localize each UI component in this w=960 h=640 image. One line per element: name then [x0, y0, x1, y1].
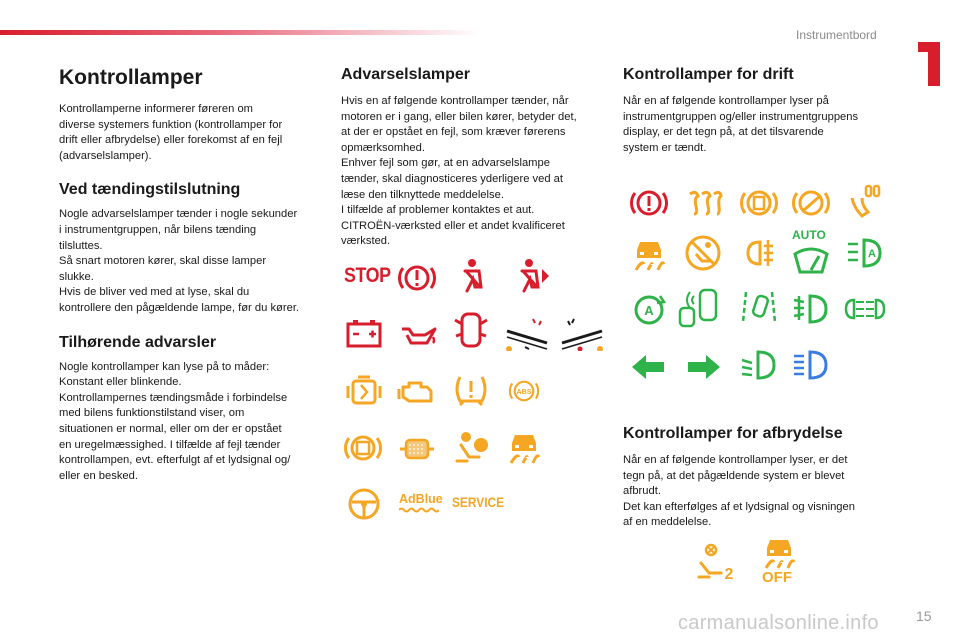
auto-wiper-icon [792, 242, 830, 280]
drive-heading: Kontrollamper for drift [623, 66, 794, 83]
related-text: Nogle kontrollamper kan lyse på to måder: Konstant eller blinkende. Kontrollampernes tændingsmåde i forbindelse med bilens funktionstilstand viser, om situationen er normal, eller om der er opstået en uregelmæssighed. I tilfælde af fejl tænder kontrollampen, evt. efterfulgt af et lydsignal og/ eller en besked. [59, 360, 291, 482]
column-drive [623, 66, 893, 156]
coolant-wiper-left-icon [503, 313, 555, 351]
front-foglamp-icon [792, 290, 830, 328]
passenger-airbag-deactivated-icon [697, 543, 737, 583]
passenger-seatbelt-icon [512, 257, 550, 295]
brake-pad-wear-icon [344, 429, 382, 467]
oil-pressure-icon [399, 315, 437, 353]
esc-off-label: OFF [762, 569, 792, 586]
sidelamps-icon [842, 290, 888, 328]
glow-plug-icon [345, 373, 383, 411]
right-indicator-icon [684, 348, 722, 386]
blind-spot-icon [676, 286, 722, 330]
foot-on-brake-icon [846, 182, 884, 220]
auto-braking-icon [792, 184, 830, 222]
stop-icon: STOP [344, 264, 391, 287]
tyre-pressure-icon [452, 371, 490, 409]
service-icon: SERVICE [452, 494, 505, 510]
off-text: Når en af følgende kontrollamper lyser, er det tegn på, at det pågældende system er blevet afbrudt. Det kan efterfølges af et lydsignal og visningen af en meddelelse. [623, 454, 855, 529]
ignition-heading: Ved tændingstilslutning [59, 181, 241, 199]
adblue-icon: AdBlue [399, 492, 443, 506]
page-number: 15 [916, 608, 932, 624]
power-steering-icon [345, 485, 383, 523]
engine-check-icon [397, 373, 435, 411]
particle-filter-icon [398, 431, 436, 469]
ignition-text: Nogle advarselslamper tænder i nogle sekunder i instrumentgruppen, når bilens tænding tilsluttes. Så snart motoren kører, skal disse lamper slukke. Hvis de bliver ved med at lyse, skal du kontrollere den pågældende lampe, før du kører. [59, 208, 300, 314]
auto-headlamp-label: A [868, 248, 876, 260]
preheating-icon [686, 184, 724, 222]
column-off [623, 425, 893, 531]
abs-icon-label: ABS [516, 387, 532, 396]
stop-start-label: A [644, 303, 654, 318]
door-open-icon [452, 311, 490, 349]
adblue-wave-icon [399, 507, 439, 513]
airbag-deactivated-label: 2 [724, 566, 734, 583]
battery-icon [345, 315, 383, 353]
stop-start-icon [630, 290, 668, 328]
main-title: Kontrollamper [59, 66, 203, 89]
column-warning [341, 66, 603, 250]
main-beam-icon [792, 346, 830, 384]
coolant-wiper-right-icon [558, 313, 606, 351]
auto-headlamp-icon [846, 234, 884, 272]
esc-off-icon [760, 532, 798, 570]
watermark: carmanualsonline.info [678, 612, 879, 634]
brake-warning-icon [398, 259, 436, 297]
section-name: Instrumentbord [796, 28, 877, 42]
left-indicator-icon [630, 348, 668, 386]
header-accent-bar [0, 30, 480, 35]
dipped-beam-icon [740, 346, 778, 384]
passenger-airbag-off-icon [684, 234, 722, 272]
warning-heading: Advarselslamper [341, 66, 470, 83]
rear-foglamp-icon [740, 234, 778, 272]
airbag-icon [453, 429, 491, 467]
warning-text: Hvis en af følgende kontrollamper tænder, når motoren er i gang, eller bilen kører, betyder det, at der er opstået en fejl, som kræver førerens opmærksomhed. Enhver fejl som gør, at en advarselslampe tænder, skal diagnosticeres yderligere ved at læse den tilknyttede meddelelse. I tilfælde af problemer kontaktes et aut. CITROËN-værksted eller et andet kvalificeret værksted. [341, 95, 577, 248]
drive-text: Når en af følgende kontrollamper lyser på instrumentgruppen og/eller instrumentgruppens display, er det tegn på, at det tilsvarende system er tændt. [623, 95, 859, 154]
esc-active-icon [630, 234, 668, 272]
intro-text: Kontrollamperne informerer føreren om diverse systemers funktion (kontrollamper for drift eller afbrydelse) eller forekomst af en fejl (advarselslamper). [59, 103, 283, 162]
lane-departure-icon [740, 288, 778, 326]
seatbelt-icon [453, 257, 491, 295]
column-intro [59, 66, 321, 484]
auto-wiper-label: AUTO [792, 228, 826, 242]
parking-brake-icon [630, 184, 668, 222]
stability-control-icon [505, 427, 543, 465]
chapter-number [912, 38, 948, 90]
brake-assist-icon [740, 184, 778, 222]
related-heading: Tilhørende advarsler [59, 333, 217, 351]
off-heading: Kontrollamper for afbrydelse [623, 425, 843, 442]
abs-icon [508, 375, 540, 407]
